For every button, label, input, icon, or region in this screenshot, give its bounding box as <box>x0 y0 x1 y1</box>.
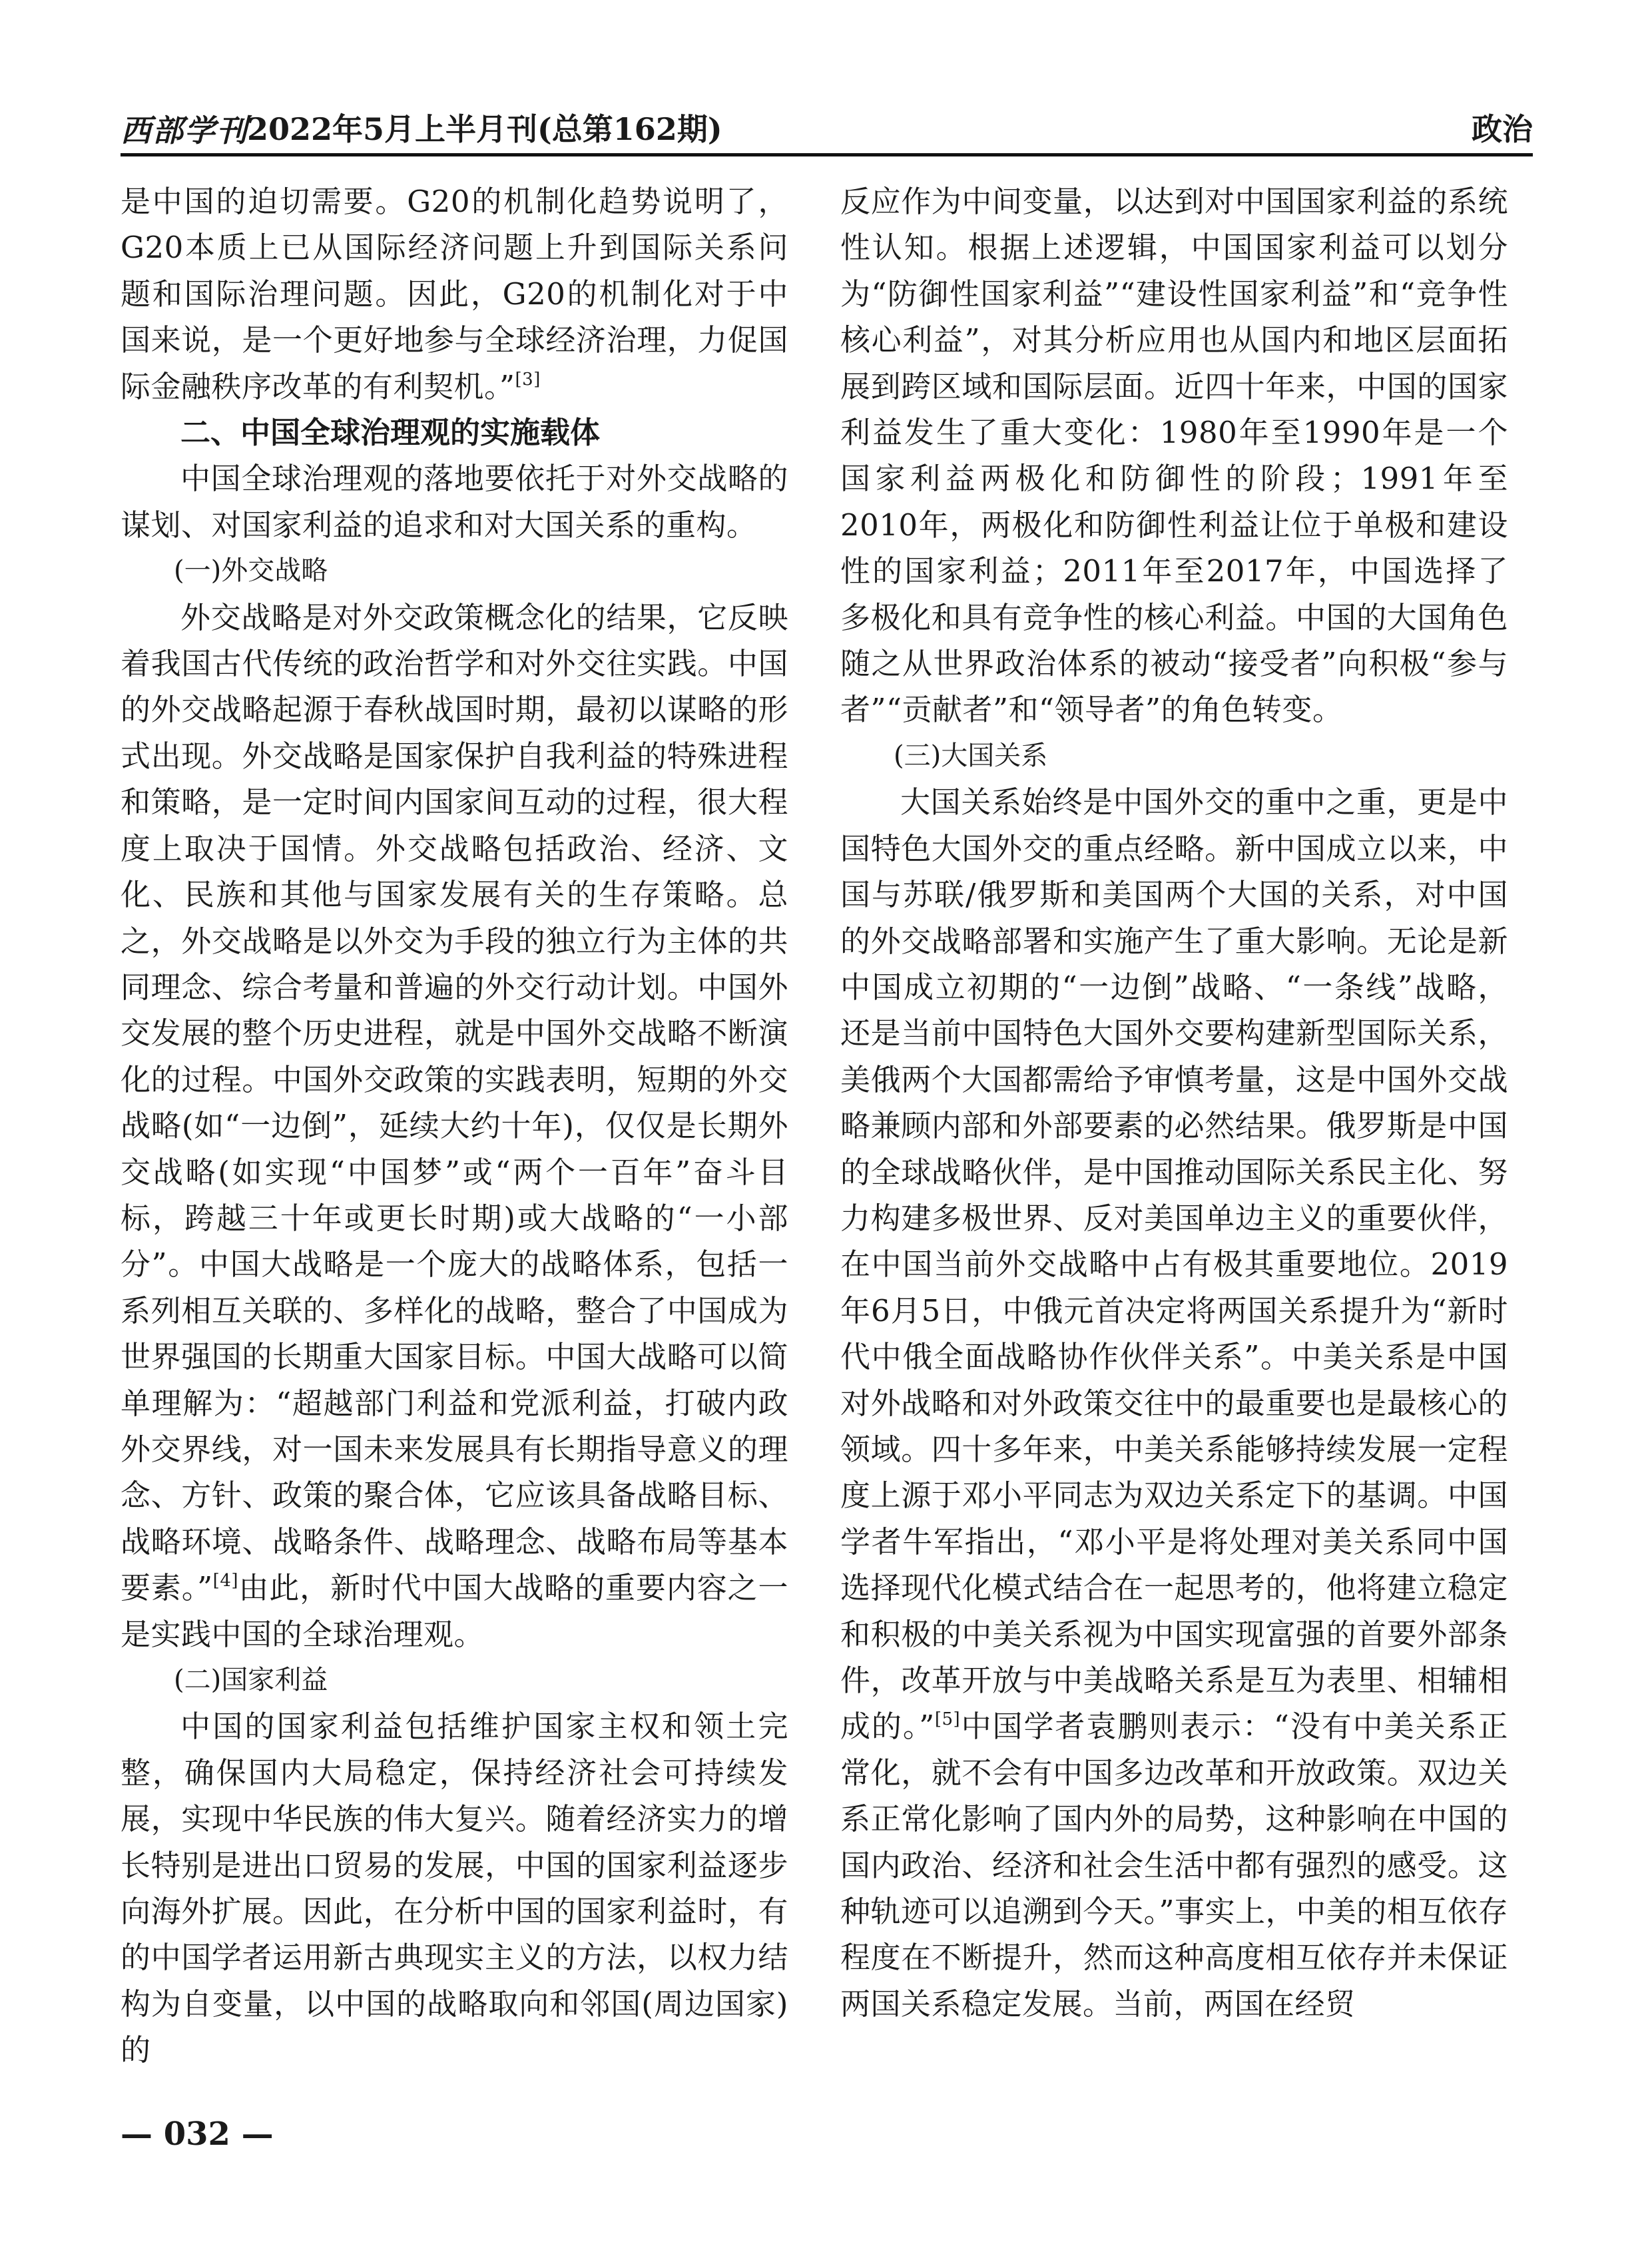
section-heading: 二、中国全球治理观的实施载体 <box>180 415 601 451</box>
right-column <box>840 178 1508 2027</box>
running-header <box>121 100 1533 156</box>
citation-ref: [3] <box>515 369 541 390</box>
paragraph: 外交战略是对外交政策概念化的结果，它反映着我国古代传统的政治哲学和对外交往实践。中国的外交战略起源于春秋战国时期，最初以谋略的形式出现。外交战略是国家保护自我利益的特殊进程和策略，是一定时间内国家间互动的过程，很大程度上取决于国情。外交战略包括政治、经济、文化、民族和其他与国家发展有关的生存策略。总之，外交战略是以外交为手段的独立行为主体的共同理念、综合考量和普遍的外交行动计划。中国外交发展的整个历史进程，就是中国外交战略不断演化的过程。中国外交政策的实践表明，短期的外交战略(如“一边倒”，延续大约十年)，仅仅是长期外交战略(如实现“中国梦”或“两个一百年”奋斗目标，跨越三十年或更长时期)或大战略的“一小部分”。中国大战略是一个庞大的战略体系，包括一系列相互关联的、多样化的战略，整合了中国成为世界强国的长期重大国家目标。中国大战略可以简单理解为：“超越部门利益和党派利益，打破内政外交界线，对一国未来发展具有长期指导意义的理念、方针、政策的聚合体，它应该具备战略目标、战略环境、战略条件、战略理念、战略布局等基本要素。”[4]由此，新时代中国大战略的重要内容之一是实践中国的全球治理观。 <box>121 599 788 1652</box>
subsection-heading: (一)外交战略 <box>174 555 328 587</box>
paragraph: 反应作为中间变量，以达到对中国国家利益的系统性认知。根据上述逻辑，中国国家利益可以划分为“防御性国家利益”“建设性国家利益”和“竞争性核心利益”，对其分析应用也从国内和地区层面拓展到跨区域和国际层面。近四十年来，中国的国家利益发生了重大变化：1980年至1990年是一个国家利益两极化和防御性的阶段；1991年至2010年，两极化和防御性利益让位于单极和建设性的国家利益；2011年至2017年，中国选择了多极化和具有竞争性的核心利益。中国的大国角色随之从世界政治体系的被动“接受者”向积极“参与者”“贡献者”和“领导者”的角色转变。 <box>840 184 1508 728</box>
paragraph: 中国全球治理观的落地要依托于对外交战略的谋划、对国家利益的追求和对大国关系的重构。 <box>121 461 788 543</box>
paragraph: 中国的国家利益包括维护国家主权和领土完整，确保国内大局稳定，保持经济社会可持续发展，实现中华民族的伟大复兴。随着经济实力的增长特别是进出口贸易的发展，中国的国家利益逐步向海外扩展。因此，在分析中国的国家利益时，有的中国学者运用新古典现实主义的方法，以权力结构为自变量，以中国的战略取向和邻国(周边国家)的 <box>121 1709 788 2068</box>
paragraph: 大国关系始终是中国外交的重中之重，更是中国特色大国外交的重点经略。新中国成立以来，中国与苏联/俄罗斯和美国两个大国的关系，对中国的外交战略部署和实施产生了重大影响。无论是新中国成立初期的“一边倒”战略、“一条线”战略，还是当前中国特色大国外交要构建新型国际关系，美俄两个大国都需给予审慎考量，这是中国外交战略兼顾内部和外部要素的必然结果。俄罗斯是中国的全球战略伙伴，是中国推动国际关系民主化、努力构建多极世界、反对美国单边主义的重要伙伴，在中国当前外交战略中占有极其重要地位。2019年6月5日，中俄元首决定将两国关系提升为“新时代中俄全面战略协作伙伴关系”。中美关系是中国对外战略和对外政策交往中的最重要也是最核心的领域。四十多年来，中美关系能够持续发展一定程度上源于邓小平同志为双边关系定下的基调。中国学者牛军指出，“邓小平是将处理对美关系同中国选择现代化模式结合在一起思考的，他将建立稳定和积极的中美关系视为中国实现富强的首要外部条件，改革开放与中美战略关系是互为表里、相辅相成的。”[5]中国学者袁鹏则表示：“没有中美关系正常化，就不会有中国多边改革和开放政策。双边关系正常化影响了国内外的局势，这种影响在中国的国内政治、经济和社会生活中都有强烈的感受。这种轨迹可以追溯到今天。”事实上，中美的相互依存程度在不断提升，然而这种高度相互依存并未保证两国关系稳定发展。当前，两国在经贸 <box>840 784 1508 2022</box>
citation-ref: [4] <box>212 1571 239 1591</box>
journal-logo: 西部学刊 <box>121 113 248 148</box>
section-name: 政治 <box>1472 111 1533 147</box>
subsection-heading: (二)国家利益 <box>174 1665 328 1695</box>
issue-info: 2022年5月上半月刊(总第162期) <box>247 111 722 147</box>
page-number: — 032 — <box>121 2115 274 2153</box>
subsection-heading: (三)大国关系 <box>894 740 1048 771</box>
paragraph: 是中国的迫切需要。G20的机制化趋势说明了，G20本质上已从国际经济问题上升到国际关系问题和国际治理问题。因此，G20的机制化对于中国来说，是一个更好地参与全球经济治理，力促国际金融秩序改革的有利契机。”[3] <box>121 184 788 404</box>
left-column <box>121 178 788 2074</box>
citation-ref: [5] <box>934 1709 961 1730</box>
